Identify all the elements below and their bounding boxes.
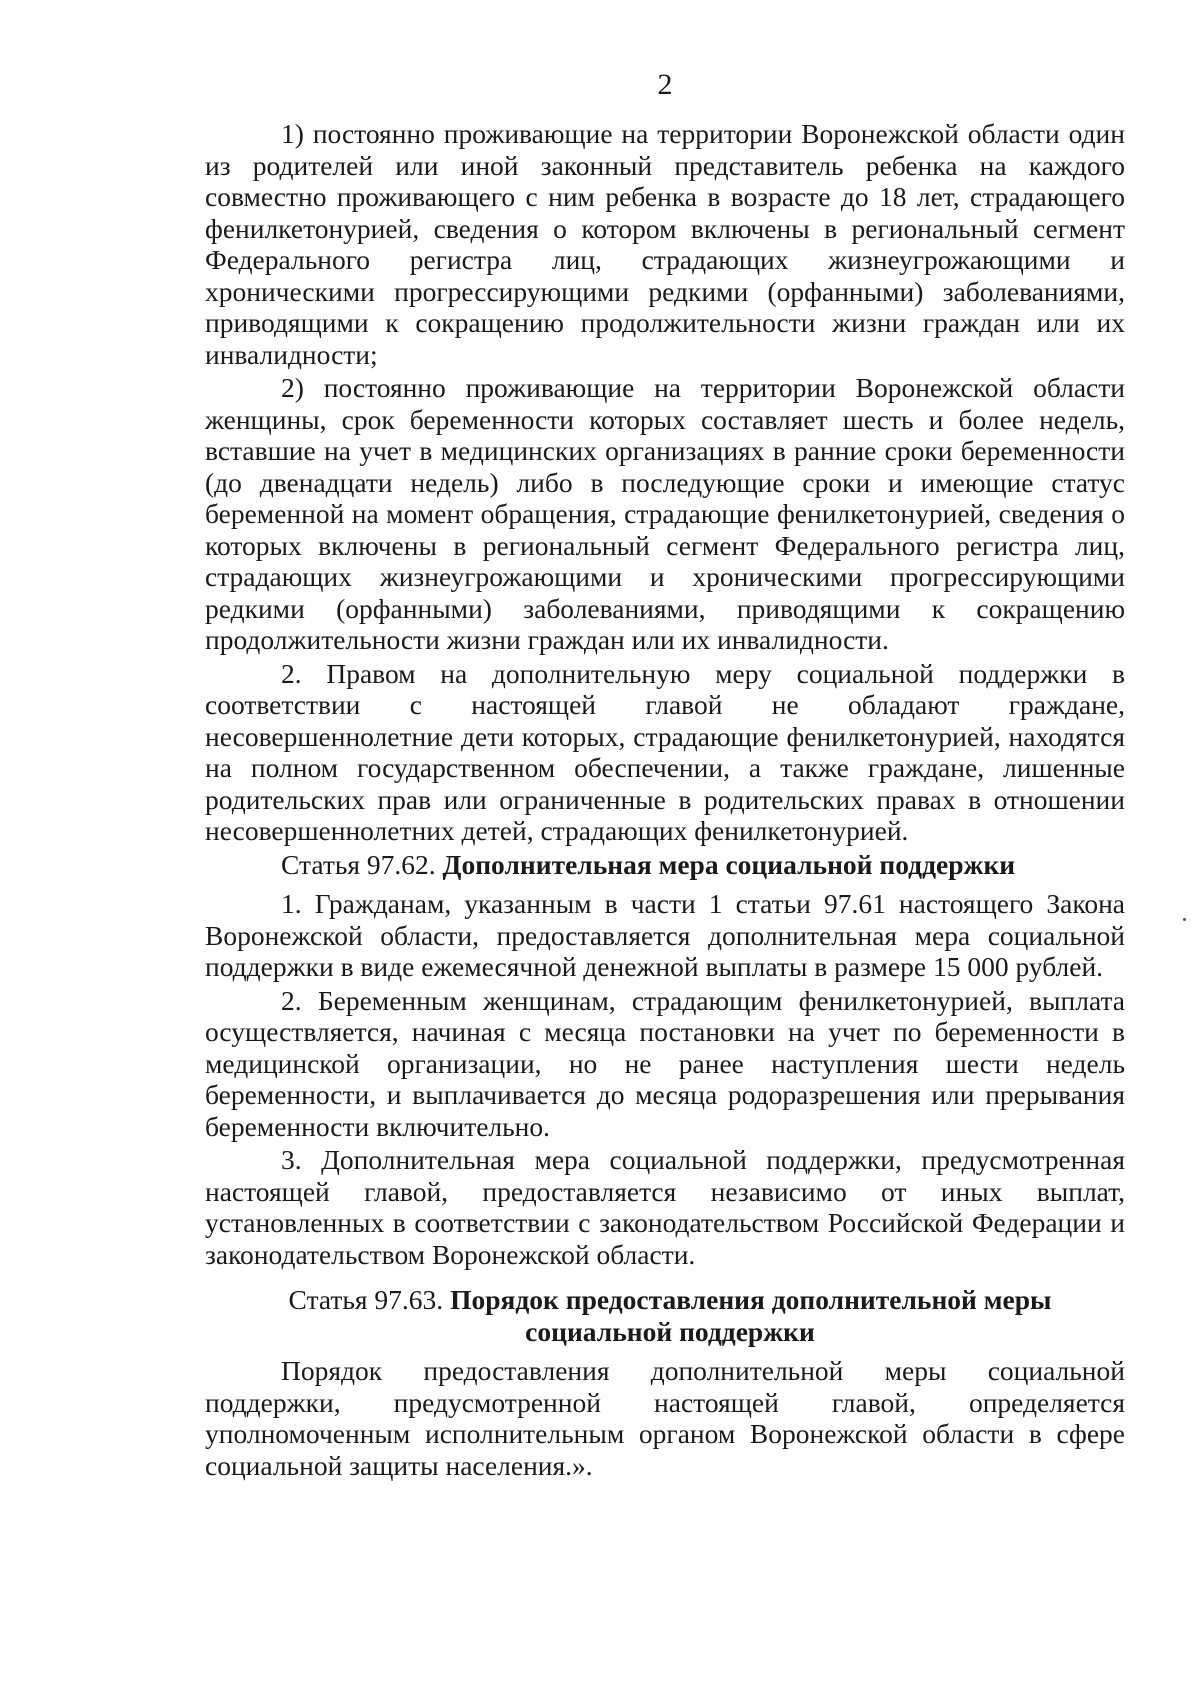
paragraph-3: 2. Правом на дополнительную меру социальной поддержки в соответствии с настоящей главой не обладают граждане, несовершеннолетние дети которых, страдающие фенилкетонурией, находятся на полном государственном обеспечении, а также граждане, лишенные родительских прав или ограниченные в родительских правах в отношении несовершеннолетних детей, страдающих фенилкетонурией. — [205, 657, 1125, 846]
page-number: 2 — [657, 68, 673, 101]
scan-speck — [1183, 918, 1186, 921]
article-97-63-prefix: Статья 97.63. — [288, 1284, 444, 1315]
article-97-62-item-3: 3. Дополнительная мера социальной поддержки, предусмотренная настоящей главой, предоставляется независимо от иных выплат, установленных в соответствии с законодательством Российской Федерации и законодательством Воронежской области. — [205, 1144, 1125, 1270]
paragraph-2: 2) постоянно проживающие на территории Воронежской области женщины, срок беременности которых составляет шесть и более недель, вставшие на учет в медицинских организациях в ранние сроки беременности (до двенадцати недель) либо в последующие сроки и имеющие статус беременной на момент обращения, страдающие фенилкетонурией, сведения о которых включены в региональный сегмент Федерального регистра лиц, страдающих жизнеугрожающими и хроническими прогрессирующими редкими (орфанными) заболеваниями, приводящими к сокращению продолжительности жизни граждан или их инвалидности. — [205, 372, 1125, 655]
article-97-62-item-2: 2. Беременным женщинам, страдающим фенилкетонурией, выплата осуществляется, начиная с месяца постановки на учет по беременности в медицинской организации, но не ранее наступления шести недель беременности, и выплачивается до месяца родоразрешения или прерывания беременности включительно. — [205, 984, 1125, 1142]
article-97-63-title-line2: социальной поддержки — [525, 1315, 815, 1347]
paragraph-1: 1) постоянно проживающие на территории Воронежской области один из родителей или иной законный представитель ребенка на каждого совместно проживающего с ним ребенка в возрасте до 18 лет, страдающего фенилкетонурией, сведения о котором включены в региональный сегмент Федерального регистра лиц, страдающих жизнеугрожающими и хроническими прогрессирующими редкими (орфанными) заболеваниями, приводящими к сокращению продолжительности жизни граждан или их инвалидности; — [205, 118, 1125, 370]
article-97-63-title-line1: Порядок предоставления дополнительной меры — [450, 1284, 1052, 1315]
article-97-63-text: Порядок предоставления дополнительной меры социальной поддержки, предусмотренной настоящей главой, определяется уполномоченным исполнительным органом Воронежской области в сфере социальной защиты населения.». — [205, 1355, 1125, 1481]
document-body — [205, 118, 1125, 1481]
article-97-62-heading — [205, 849, 1125, 881]
article-97-62-item-1: 1. Гражданам, указанным в части 1 статьи 97.61 настоящего Закона Воронежской области, предоставляется дополнительная мера социальной поддержки в виде ежемесячной денежной выплаты в размере 15 000 рублей. — [205, 888, 1125, 982]
article-97-62-prefix: Статья 97.62. — [281, 848, 436, 880]
article-97-62-title: Дополнительная мера социальной поддержки — [442, 848, 1016, 880]
article-97-63-heading — [205, 1284, 1125, 1347]
